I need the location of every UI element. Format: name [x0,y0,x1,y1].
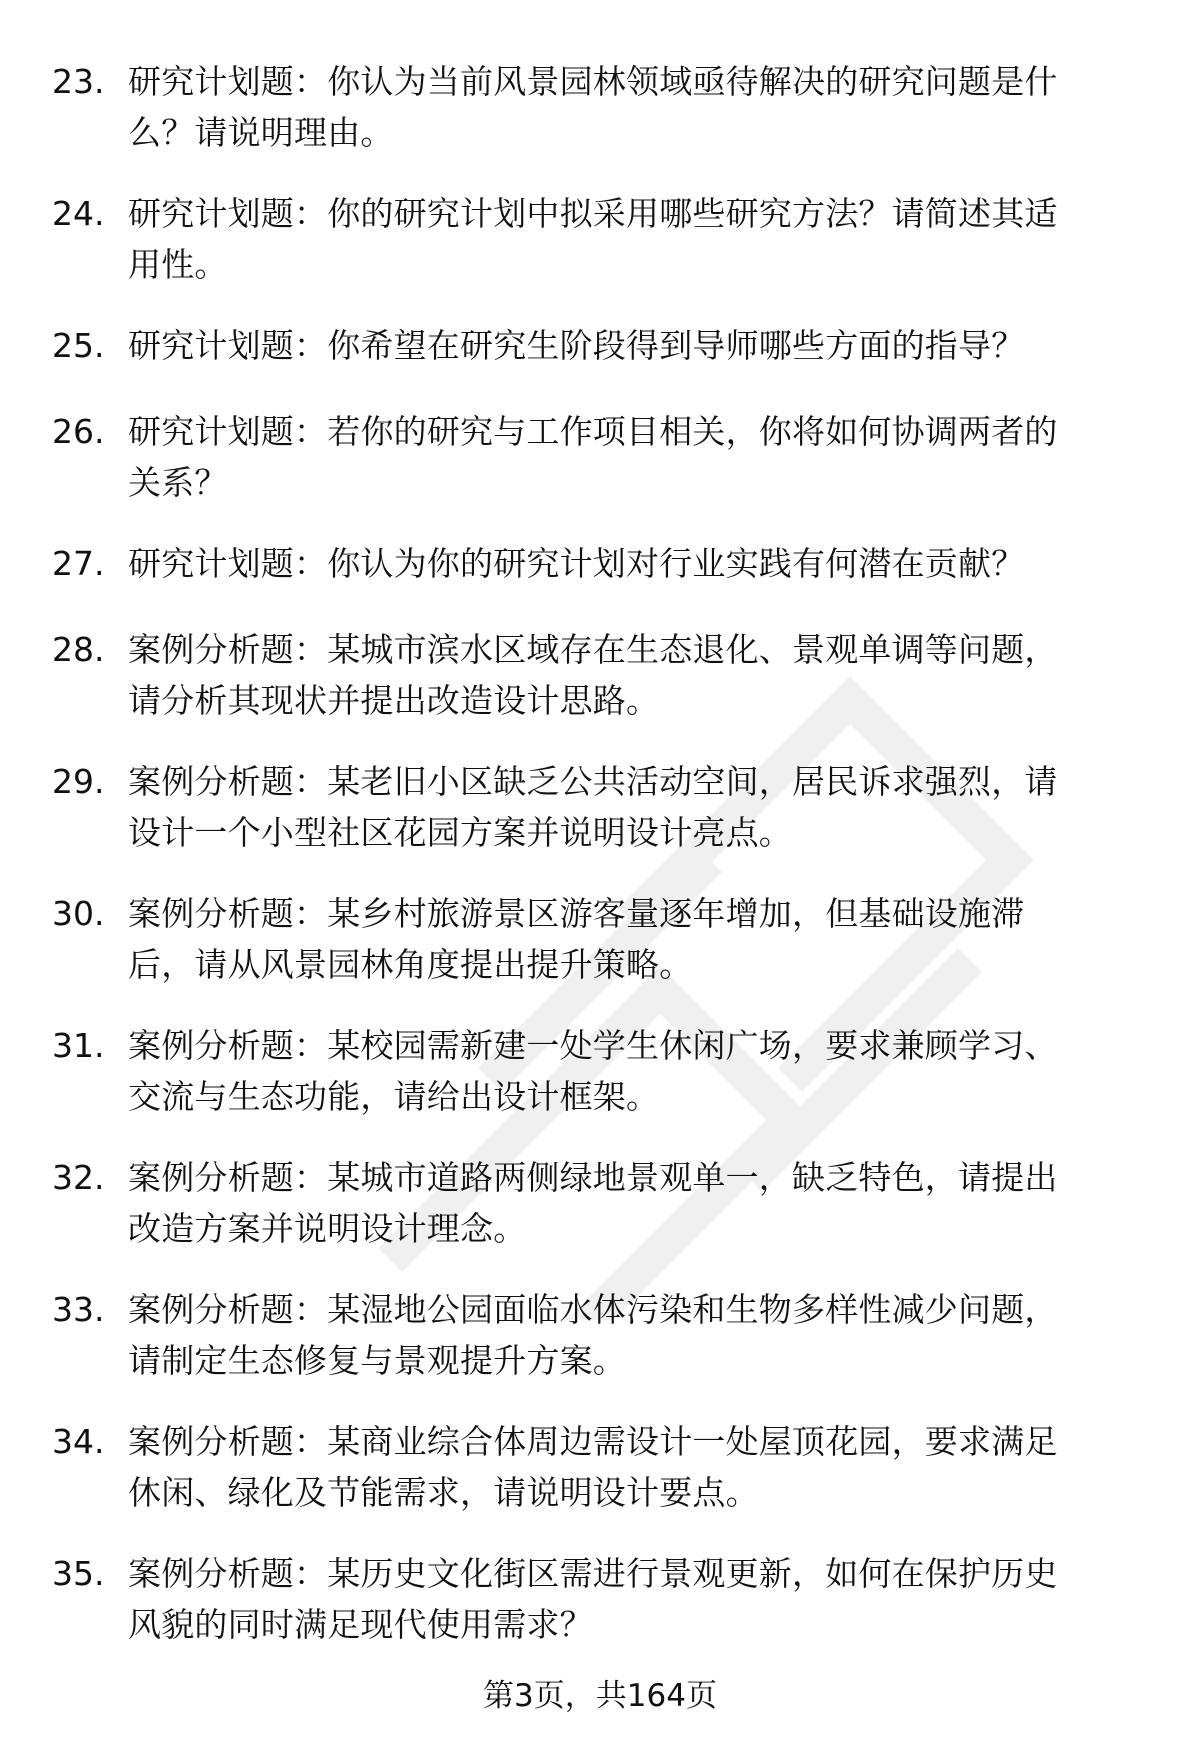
question-text-line: 用性。 [128,245,228,284]
question-text [128,624,1140,726]
question-text-line: 研究计划题：你的研究计划中拟采用哪些研究方法？请简述其适 [128,194,1058,233]
question-number: 29. [52,762,105,801]
question-text-line: 案例分析题：某城市滨水区域存在生态退化、景观单调等问题， [128,630,1058,669]
question-number: 26. [52,412,105,451]
question-number: 31. [52,1026,105,1065]
question-text [128,320,1140,371]
question-text-line: 案例分析题：某湿地公园面临水体污染和生物多样性减少问题， [128,1290,1058,1329]
question-item [0,406,1200,538]
question-text-line: 风貌的同时满足现代使用需求？ [128,1605,593,1644]
question-item [0,1020,1200,1152]
question-item [0,1416,1200,1548]
question-text [128,756,1140,858]
question-text-line: 案例分析题：某城市道路两侧绿地景观单一，缺乏特色，请提出 [128,1158,1058,1197]
question-text [128,56,1140,158]
question-text-line: 么？请说明理由。 [128,113,394,152]
question-number: 33. [52,1290,105,1329]
question-item [0,188,1200,320]
question-text-line: 研究计划题：你希望在研究生阶段得到导师哪些方面的指导？ [128,326,1025,365]
question-item [0,1548,1200,1680]
question-number: 24. [52,194,105,233]
question-text-line: 研究计划题：你认为当前风景园林领域亟待解决的研究问题是什 [128,62,1058,101]
question-text [128,1284,1140,1386]
question-text [128,1548,1140,1650]
question-text-line: 研究计划题：若你的研究与工作项目相关，你将如何协调两者的 [128,412,1058,451]
question-text-line: 设计一个小型社区花园方案并说明设计亮点。 [128,813,792,852]
question-text-line: 案例分析题：某老旧小区缺乏公共活动空间，居民诉求强烈，请 [128,762,1058,801]
question-text-line: 交流与生态功能，请给出设计框架。 [128,1077,660,1116]
question-number: 27. [52,544,105,583]
question-text-line: 研究计划题：你认为你的研究计划对行业实践有何潜在贡献？ [128,544,1025,583]
question-item [0,888,1200,1020]
question-item [0,320,1200,406]
question-text-line: 休闲、绿化及节能需求，请说明设计要点。 [128,1473,759,1512]
question-number: 28. [52,630,105,669]
question-number: 30. [52,894,105,933]
question-text [128,406,1140,508]
question-number: 34. [52,1422,105,1461]
question-text-line: 案例分析题：某商业综合体周边需设计一处屋顶花园，要求满足 [128,1422,1058,1461]
question-text-line: 后，请从风景园林角度提出提升策略。 [128,945,693,984]
question-item [0,624,1200,756]
question-text-line: 请分析其现状并提出改造设计思路。 [128,681,660,720]
question-text-line: 关系？ [128,463,228,502]
question-text [128,1020,1140,1122]
question-item [0,1152,1200,1284]
question-text [128,538,1140,589]
question-item [0,756,1200,888]
question-item [0,538,1200,624]
question-text [128,1152,1140,1254]
question-text-line: 案例分析题：某校园需新建一处学生休闲广场，要求兼顾学习、 [128,1026,1058,1065]
question-text [128,1416,1140,1518]
question-text [128,188,1140,290]
question-text [128,888,1140,990]
question-text-line: 案例分析题：某历史文化街区需进行景观更新，如何在保护历史 [128,1554,1058,1593]
question-number: 32. [52,1158,105,1197]
question-number: 23. [52,62,105,101]
question-list [0,56,1200,1680]
question-item [0,56,1200,188]
question-text-line: 请制定生态修复与景观提升方案。 [128,1341,626,1380]
page-footer: 第3页，共164页 [483,1678,717,1714]
question-number: 35. [52,1554,105,1593]
question-number: 25. [52,326,105,365]
question-item [0,1284,1200,1416]
question-text-line: 改造方案并说明设计理念。 [128,1209,527,1248]
question-text-line: 案例分析题：某乡村旅游景区游客量逐年增加，但基础设施滞 [128,894,1025,933]
